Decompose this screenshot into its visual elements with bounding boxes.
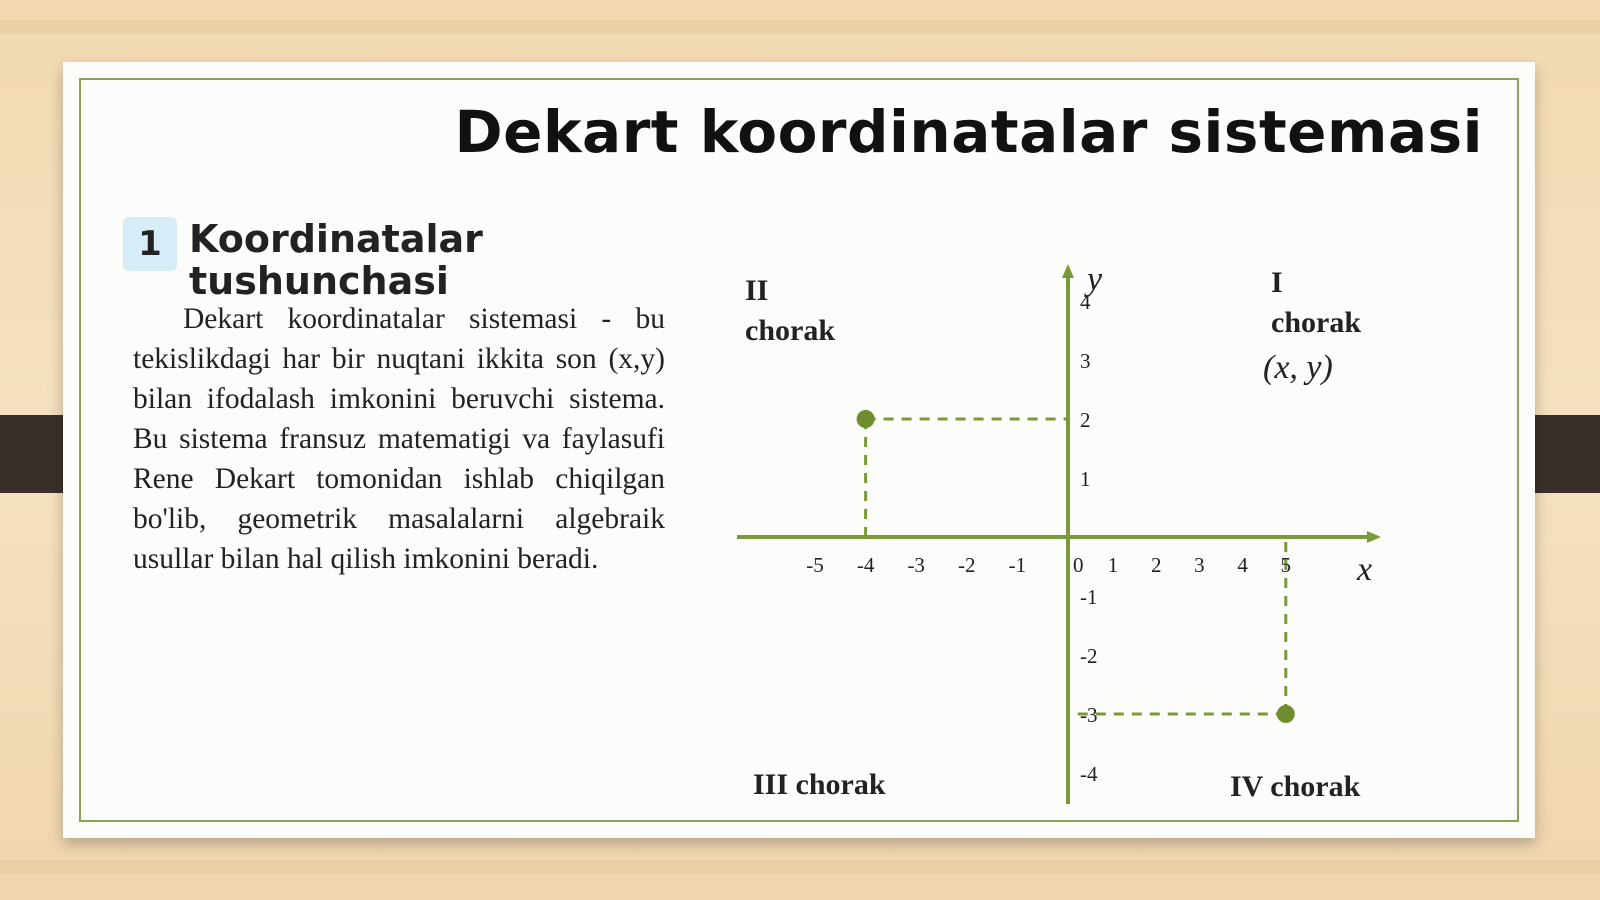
plotted-point bbox=[857, 410, 875, 428]
x-tick-label: -4 bbox=[856, 553, 875, 577]
quadrant-3-label: III chorak bbox=[753, 768, 886, 801]
section-title-line2: tushunchasi bbox=[189, 259, 449, 303]
x-tick-label: 5 bbox=[1280, 553, 1292, 577]
section-title-line1: Koordinatalar bbox=[189, 217, 483, 261]
y-axis-label: y bbox=[1087, 261, 1103, 298]
x-tick-label: -2 bbox=[958, 553, 976, 577]
x-tick-label: 1 bbox=[1107, 553, 1119, 577]
y-tick-label: 2 bbox=[1080, 408, 1091, 432]
x-tick-label: -3 bbox=[907, 553, 925, 577]
quadrant-2-label-line2: chorak bbox=[745, 314, 835, 347]
y-axis-arrow bbox=[1062, 264, 1074, 278]
x-tick-label: -5 bbox=[806, 553, 824, 577]
plotted-point bbox=[1277, 705, 1295, 723]
background-stripe bbox=[0, 20, 1600, 34]
x-tick-label: 3 bbox=[1194, 553, 1205, 577]
x-axis-label: x bbox=[1357, 551, 1373, 588]
y-tick-label: -3 bbox=[1080, 703, 1098, 727]
quadrant-1-coords: (x, y) bbox=[1263, 349, 1333, 386]
section-title bbox=[189, 218, 629, 302]
quadrant-1-label-line1: I bbox=[1271, 266, 1283, 299]
quadrant-1-label-line2: chorak bbox=[1271, 306, 1361, 339]
quadrant-4-label: IV chorak bbox=[1230, 770, 1361, 803]
x-tick-label: -1 bbox=[1008, 553, 1027, 577]
y-tick-label: 4 bbox=[1080, 290, 1091, 314]
y-tick-label: 3 bbox=[1080, 349, 1091, 373]
slide-title: Dekart koordinatalar sistemasi bbox=[454, 98, 1483, 166]
y-tick-label: -1 bbox=[1080, 585, 1098, 609]
x-tick-label: 2 bbox=[1150, 553, 1162, 577]
quadrant-2-label-line1: II bbox=[745, 274, 769, 307]
origin-label: 0 bbox=[1073, 553, 1084, 577]
y-tick-label: -2 bbox=[1080, 644, 1098, 668]
y-tick-label: 1 bbox=[1080, 467, 1091, 491]
slide-card bbox=[63, 62, 1535, 838]
x-tick-label: 4 bbox=[1237, 553, 1248, 577]
definition-paragraph: Dekart koordinatalar sistemasi - bu tekislikdagi har bir nuqtani ikkita son (x,y) bilan ifodalash imkonini beruvchi sistema. Bu sistema fransuz matematigi va faylasufi Rene Dekart tomonidan ishlab chiqilgan bo'lib, geometrik masalalarni algebraik usullar bilan hal qilish imkonini beradi. bbox=[133, 303, 665, 575]
coordinate-diagram bbox=[723, 192, 1403, 803]
y-tick-label: -4 bbox=[1080, 762, 1098, 786]
section-number-badge: 1 bbox=[123, 217, 177, 271]
x-axis-arrow bbox=[1367, 531, 1381, 543]
background-stripe bbox=[0, 860, 1600, 874]
